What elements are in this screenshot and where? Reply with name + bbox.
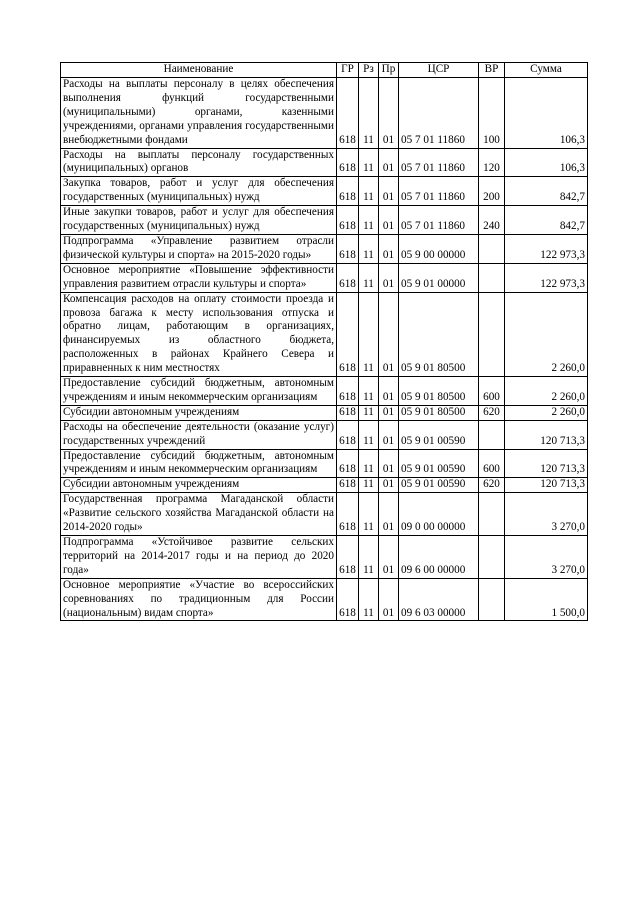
row-csr-cell: 05 7 01 11860 <box>399 78 479 149</box>
row-name-cell: Компенсация расходов на оплату стоимости проезда и провоза багажа к месту использования отпуска и обратно лицам, работающим в организациях, финансируемых из областного бюджета, расположенных в районах Крайнего Севера и приравненных к ним местностях <box>61 292 337 376</box>
row-pr-cell: 01 <box>379 449 399 478</box>
row-csr-cell: 05 9 00 00000 <box>399 234 479 263</box>
row-csr-cell: 05 9 01 80500 <box>399 292 479 376</box>
row-pr-cell: 01 <box>379 420 399 449</box>
row-gr-cell: 618 <box>337 536 359 579</box>
row-rz-cell: 11 <box>359 206 379 235</box>
row-pr-cell: 01 <box>379 493 399 536</box>
row-gr-cell: 618 <box>337 234 359 263</box>
row-sum-cell: 842,7 <box>505 206 588 235</box>
row-gr-cell: 618 <box>337 148 359 177</box>
row-name-cell: Субсидии автономным учреждениям <box>61 405 337 420</box>
row-csr-cell: 09 6 03 00000 <box>399 578 479 621</box>
row-csr-cell: 05 7 01 11860 <box>399 148 479 177</box>
row-vr-cell: 240 <box>479 206 505 235</box>
row-pr-cell: 01 <box>379 78 399 149</box>
row-vr-cell: 620 <box>479 405 505 420</box>
row-vr-cell: 120 <box>479 148 505 177</box>
header-rz: Рз <box>359 63 379 78</box>
row-name-cell: Подпрограмма «Управление развитием отрасли физической культуры и спорта» на 2015-2020 годы» <box>61 234 337 263</box>
row-vr-cell: 200 <box>479 177 505 206</box>
row-pr-cell: 01 <box>379 292 399 376</box>
header-csr: ЦСР <box>399 63 479 78</box>
row-csr-cell: 05 9 01 80500 <box>399 377 479 406</box>
row-rz-cell: 11 <box>359 148 379 177</box>
row-sum-cell: 3 270,0 <box>505 536 588 579</box>
table-row <box>61 206 588 235</box>
row-rz-cell: 11 <box>359 420 379 449</box>
row-rz-cell: 11 <box>359 78 379 149</box>
row-gr-cell: 618 <box>337 177 359 206</box>
table-row <box>61 263 588 292</box>
header-vr: ВР <box>479 63 505 78</box>
row-name-cell: Расходы на обеспечение деятельности (оказание услуг) государственных учреждений <box>61 420 337 449</box>
row-csr-cell: 05 9 01 00590 <box>399 478 479 493</box>
table-row <box>61 377 588 406</box>
row-name-cell: Государственная программа Магаданской области «Развитие сельского хозяйства Магаданской области на 2014-2020 годы» <box>61 493 337 536</box>
row-gr-cell: 618 <box>337 449 359 478</box>
row-csr-cell: 05 9 01 00000 <box>399 263 479 292</box>
row-gr-cell: 618 <box>337 405 359 420</box>
budget-table <box>60 62 588 621</box>
table-header-row <box>61 63 588 78</box>
row-sum-cell: 3 270,0 <box>505 493 588 536</box>
row-rz-cell: 11 <box>359 292 379 376</box>
row-name-cell: Субсидии автономным учреждениям <box>61 478 337 493</box>
row-vr-cell: 600 <box>479 449 505 478</box>
table-row <box>61 405 588 420</box>
row-rz-cell: 11 <box>359 493 379 536</box>
row-rz-cell: 11 <box>359 536 379 579</box>
row-csr-cell: 05 7 01 11860 <box>399 177 479 206</box>
row-rz-cell: 11 <box>359 578 379 621</box>
table-row <box>61 478 588 493</box>
row-csr-cell: 05 9 01 00590 <box>399 420 479 449</box>
row-name-cell: Расходы на выплаты персоналу в целях обеспечения выполнения функций государственными (муниципальными) органами, казенными учреждениями, органами управления государственными внебюджетными фондами <box>61 78 337 149</box>
row-gr-cell: 618 <box>337 420 359 449</box>
row-csr-cell: 05 9 01 00590 <box>399 449 479 478</box>
row-rz-cell: 11 <box>359 405 379 420</box>
table-row <box>61 420 588 449</box>
row-csr-cell: 05 7 01 11860 <box>399 206 479 235</box>
table-row <box>61 148 588 177</box>
row-pr-cell: 01 <box>379 578 399 621</box>
row-pr-cell: 01 <box>379 478 399 493</box>
row-vr-cell <box>479 493 505 536</box>
row-gr-cell: 618 <box>337 493 359 536</box>
row-vr-cell: 600 <box>479 377 505 406</box>
row-csr-cell: 09 6 00 00000 <box>399 536 479 579</box>
table-body <box>61 78 588 621</box>
row-sum-cell: 120 713,3 <box>505 478 588 493</box>
row-pr-cell: 01 <box>379 536 399 579</box>
row-name-cell: Основное мероприятие «Участие во всероссийских соревнованиях по традиционным для России (национальным) видам спорта» <box>61 578 337 621</box>
header-name: Наименование <box>61 63 337 78</box>
table-row <box>61 292 588 376</box>
row-vr-cell <box>479 292 505 376</box>
row-name-cell: Иные закупки товаров, работ и услуг для обеспечения государственных (муниципальных) нужд <box>61 206 337 235</box>
row-rz-cell: 11 <box>359 263 379 292</box>
row-sum-cell: 2 260,0 <box>505 292 588 376</box>
row-name-cell: Подпрограмма «Устойчивое развитие сельских территорий на 2014-2017 годы и на период до 2020 года» <box>61 536 337 579</box>
row-sum-cell: 2 260,0 <box>505 377 588 406</box>
table-row <box>61 234 588 263</box>
row-sum-cell: 120 713,3 <box>505 449 588 478</box>
row-sum-cell: 122 973,3 <box>505 234 588 263</box>
table-row <box>61 78 588 149</box>
table-row <box>61 449 588 478</box>
header-pr: Пр <box>379 63 399 78</box>
header-gr: ГР <box>337 63 359 78</box>
row-gr-cell: 618 <box>337 206 359 235</box>
row-gr-cell: 618 <box>337 377 359 406</box>
table-row <box>61 578 588 621</box>
row-rz-cell: 11 <box>359 177 379 206</box>
header-sum: Сумма <box>505 63 588 78</box>
row-name-cell: Закупка товаров, работ и услуг для обеспечения государственных (муниципальных) нужд <box>61 177 337 206</box>
row-sum-cell: 842,7 <box>505 177 588 206</box>
row-name-cell: Расходы на выплаты персоналу государственных (муниципальных) органов <box>61 148 337 177</box>
row-gr-cell: 618 <box>337 78 359 149</box>
row-sum-cell: 120 713,3 <box>505 420 588 449</box>
row-rz-cell: 11 <box>359 449 379 478</box>
row-csr-cell: 09 0 00 00000 <box>399 493 479 536</box>
row-name-cell: Предоставление субсидий бюджетным, автономным учреждениям и иным некоммерческим организациям <box>61 449 337 478</box>
table-row <box>61 493 588 536</box>
row-vr-cell <box>479 420 505 449</box>
row-sum-cell: 106,3 <box>505 148 588 177</box>
row-sum-cell: 1 500,0 <box>505 578 588 621</box>
row-pr-cell: 01 <box>379 405 399 420</box>
row-gr-cell: 618 <box>337 478 359 493</box>
row-csr-cell: 05 9 01 80500 <box>399 405 479 420</box>
row-rz-cell: 11 <box>359 377 379 406</box>
row-name-cell: Основное мероприятие «Повышение эффективности управления развитием отрасли культуры и спорта» <box>61 263 337 292</box>
row-sum-cell: 106,3 <box>505 78 588 149</box>
row-gr-cell: 618 <box>337 578 359 621</box>
row-rz-cell: 11 <box>359 478 379 493</box>
row-sum-cell: 2 260,0 <box>505 405 588 420</box>
row-gr-cell: 618 <box>337 292 359 376</box>
row-vr-cell <box>479 263 505 292</box>
row-vr-cell: 100 <box>479 78 505 149</box>
table-row <box>61 177 588 206</box>
row-pr-cell: 01 <box>379 263 399 292</box>
row-vr-cell <box>479 578 505 621</box>
row-name-cell: Предоставление субсидий бюджетным, автономным учреждениям и иным некоммерческим организациям <box>61 377 337 406</box>
row-vr-cell <box>479 234 505 263</box>
row-gr-cell: 618 <box>337 263 359 292</box>
row-rz-cell: 11 <box>359 234 379 263</box>
row-vr-cell: 620 <box>479 478 505 493</box>
table-row <box>61 536 588 579</box>
row-pr-cell: 01 <box>379 177 399 206</box>
row-vr-cell <box>479 536 505 579</box>
row-pr-cell: 01 <box>379 206 399 235</box>
row-sum-cell: 122 973,3 <box>505 263 588 292</box>
row-pr-cell: 01 <box>379 148 399 177</box>
row-pr-cell: 01 <box>379 377 399 406</box>
row-pr-cell: 01 <box>379 234 399 263</box>
